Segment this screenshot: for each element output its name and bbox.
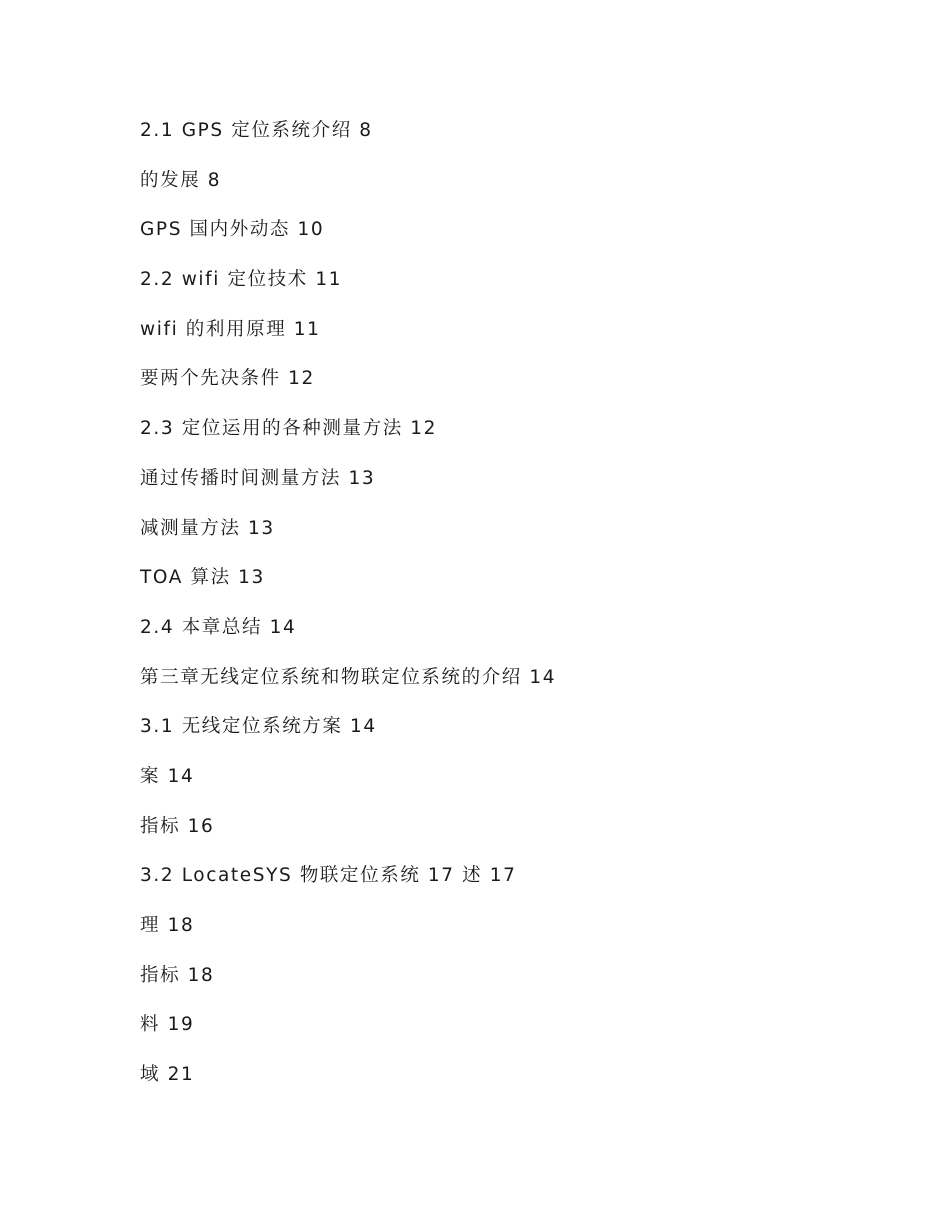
table-of-contents <box>140 116 556 1110</box>
toc-entry: 2.4 本章总结 14 <box>140 616 297 638</box>
toc-entry: GPS 国内外动态 10 <box>140 219 325 241</box>
toc-entry: 案 14 <box>140 765 195 787</box>
toc-entry: 要两个先决条件 12 <box>140 368 315 390</box>
toc-entry: 理 18 <box>140 915 195 936</box>
toc-entry: 料 19 <box>140 1014 195 1036</box>
toc-entry: 的发展 8 <box>140 169 222 191</box>
toc-entry: 3.2 LocateSYS 物联定位系统 17 述 17 <box>140 865 517 887</box>
toc-entry: 第三章无线定位系统和物联定位系统的介绍 14 <box>140 666 557 688</box>
toc-entry: 通过传播时间测量方法 13 <box>140 467 376 489</box>
toc-entry: 减测量方法 13 <box>140 517 275 539</box>
toc-entry: 域 21 <box>140 1064 195 1086</box>
toc-entry: 2.2 wifi 定位技术 11 <box>140 269 343 291</box>
toc-entry: 2.1 GPS 定位系统介绍 8 <box>140 120 373 141</box>
toc-entry: 2.3 定位运用的各种测量方法 12 <box>140 418 438 440</box>
toc-entry: 指标 16 <box>140 815 215 837</box>
toc-entry: 指标 18 <box>140 964 215 986</box>
toc-entry: wifi 的利用原理 11 <box>140 318 321 340</box>
toc-entry: TOA 算法 13 <box>140 567 265 589</box>
toc-entry: 3.1 无线定位系统方案 14 <box>140 716 377 738</box>
